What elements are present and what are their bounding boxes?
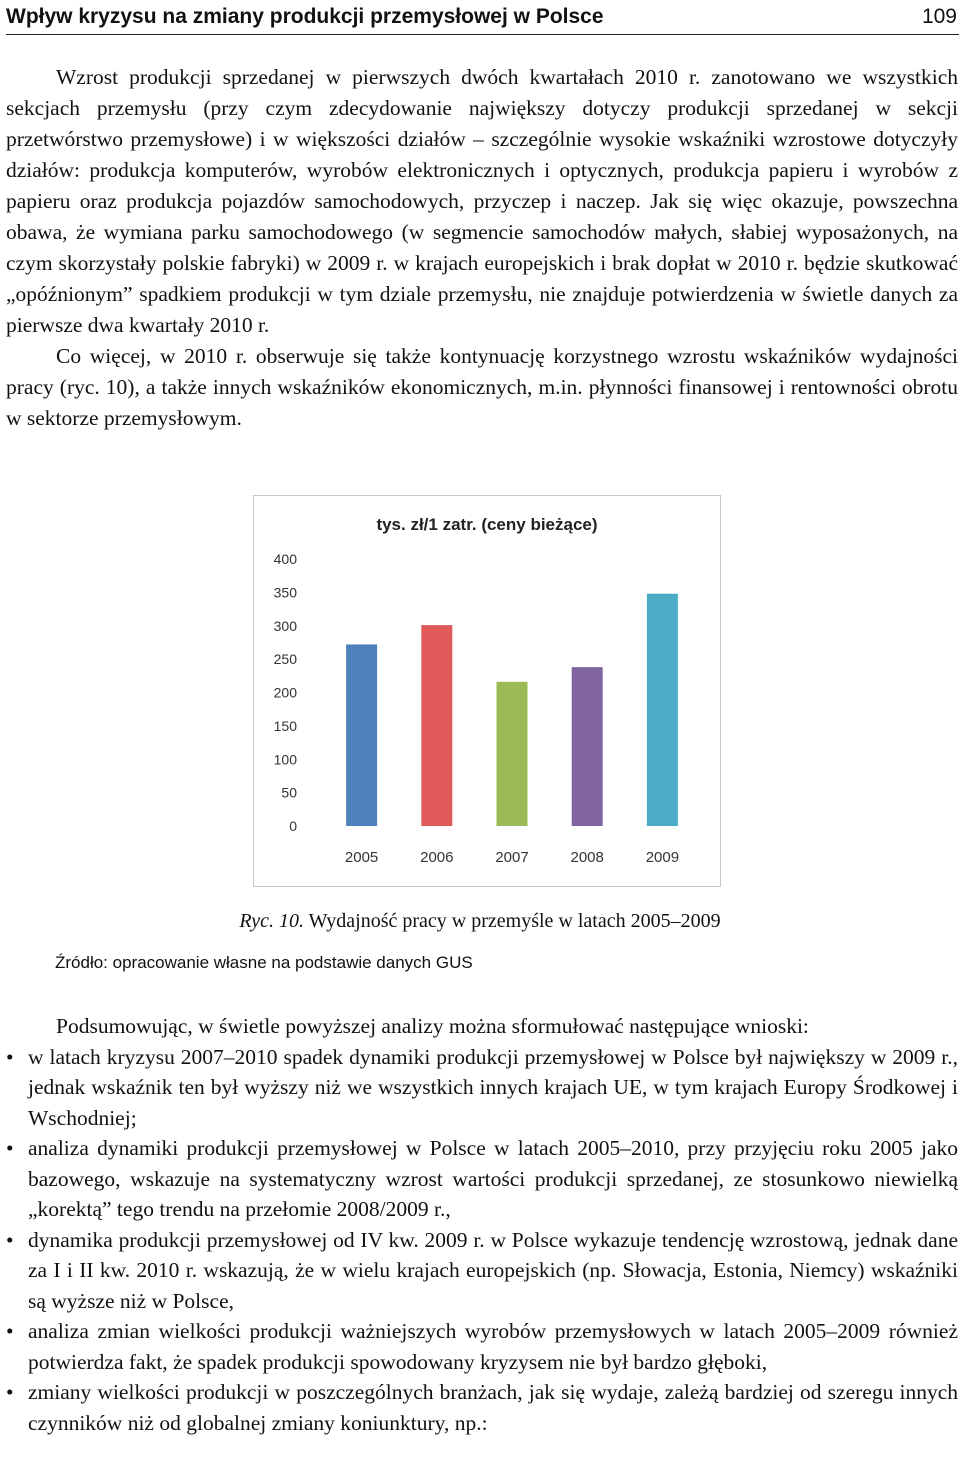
y-tick-label: 100 xyxy=(273,751,297,768)
caption-label: Ryc. 10. xyxy=(239,910,304,932)
bar-2008 xyxy=(572,667,603,826)
list-item: • analiza dynamiki produkcji przemysłowej w Polsce w latach 2005–2010, przy przyjęciu roku 2005 jako bazowego, wskazuje na systematyczny wzrost wartości produkcji sprzedanej, ze stosunkowo niewielką „korektą” tego trendu na przełomie 2008/2009 r., xyxy=(28,1133,958,1225)
y-tick-label: 150 xyxy=(273,717,297,734)
figure-caption xyxy=(0,910,960,933)
x-tick-label: 2008 xyxy=(570,849,604,866)
y-tick-label: 50 xyxy=(281,784,297,801)
paragraph: Co więcej, w 2010 r. obserwuje się także kontynuację korzystnego wzrostu wskaźników wydajności pracy (ryc. 10), a także innych wskaźników ekonomicznych, m.in. płynności finansowej i rentowności obrotu w sektorze przemysłowym. xyxy=(6,344,958,430)
y-tick-label: 250 xyxy=(273,651,297,668)
y-tick-label: 200 xyxy=(273,684,297,701)
x-tick-label: 2007 xyxy=(495,849,529,866)
chart-title: tys. zł/1 zatr. (ceny bieżące) xyxy=(376,515,598,534)
caption-text: Wydajność pracy w przemyśle w latach 2005–2009 xyxy=(308,910,721,932)
list-item: • w latach kryzysu 2007–2010 spadek dynamiki produkcji przemysłowej w Polsce był największy w 2009 r., jednak wskaźnik ten był wyższy niż we wszystkich innych krajach UE, w tym krajach Europy Środkowej i Wschodniej; xyxy=(28,1042,958,1134)
page-number: 109 xyxy=(921,5,957,28)
x-tick-label: 2009 xyxy=(645,849,680,866)
bar-chart xyxy=(254,496,720,886)
bar-2006 xyxy=(421,625,452,826)
x-tick-label: 2006 xyxy=(420,849,454,866)
y-tick-label: 300 xyxy=(273,617,297,634)
body-text xyxy=(6,62,958,434)
paragraph: Wzrost produkcji sprzedanej w pierwszych dwóch kwartałach 2010 r. zanotowano we wszystkich sekcjach przemysłu (przy czym zdecydowanie największy dotyczy produkcji sprzedanej w sekcji przetwórstwo przemysłowe) i w większości działów – szczególnie wysokie wskaźniki wzrostowe dotyczyły działów: produkcja komputerów, wyrobów elektronicznych i optycznych, produkcja papieru i wyrobów z papieru oraz produkcja pojazdów samochodowych, przyczep i naczep. Jak się więc okazuje, powszechna obawa, że wymiana parku samochodowego (w segmencie samochodów małych, słabiej wyposażonych, na czym skorzystały polskie fabryki) w 2009 r. w krajach europejskich i brak dopłat w 2010 r. będzie skutkować „opóźnionym” spadkiem produkcji w tym dziale przemysłu, nie znajduje potwierdzenia w świetle danych za pierwsze dwa kwartały 2010 r. xyxy=(6,65,958,337)
header-title: Wpływ kryzysu na zmiany produkcji przemysłowej w Polsce xyxy=(6,5,604,28)
y-tick-label: 350 xyxy=(273,584,297,601)
conclusions-list xyxy=(6,1042,958,1439)
list-item: • dynamika produkcji przemysłowej od IV kw. 2009 r. w Polsce wykazuje tendencję wzrostową, jednak dane za I i II kw. 2010 r. wskazują, że w wielu krajach europejskich (np. Słowacja, Estonia, Niemcy) wskaźniki są wyższe niż w Polsce, xyxy=(28,1225,958,1317)
y-tick-label: 400 xyxy=(273,551,297,567)
y-tick-label: 0 xyxy=(289,818,297,834)
list-item: • analiza zmian wielkości produkcji ważniejszych wyrobów przemysłowych w latach 2005–2009 również potwierdza fakt, że spadek produkcji spowodowany kryzysem nie był bardzo głęboki, xyxy=(28,1316,958,1377)
figure-source: Źródło: opracowanie własne na podstawie danych GUS xyxy=(55,953,473,972)
list-item: • zmiany wielkości produkcji w poszczególnych branżach, jak się wydaje, zależą bardziej od szeregu innych czynników niż od globalnej zmiany koniunktury, np.: xyxy=(28,1377,958,1438)
x-tick-label: 2005 xyxy=(344,849,379,866)
figure-chart xyxy=(253,495,721,887)
bar-2005 xyxy=(346,644,377,826)
bar-2007 xyxy=(497,682,528,826)
summary-section xyxy=(6,1011,958,1438)
summary-intro: Podsumowując, w świetle powyższej analizy można sformułować następujące wnioski: xyxy=(56,1014,809,1038)
bar-2009 xyxy=(647,594,678,826)
running-header xyxy=(6,0,959,35)
